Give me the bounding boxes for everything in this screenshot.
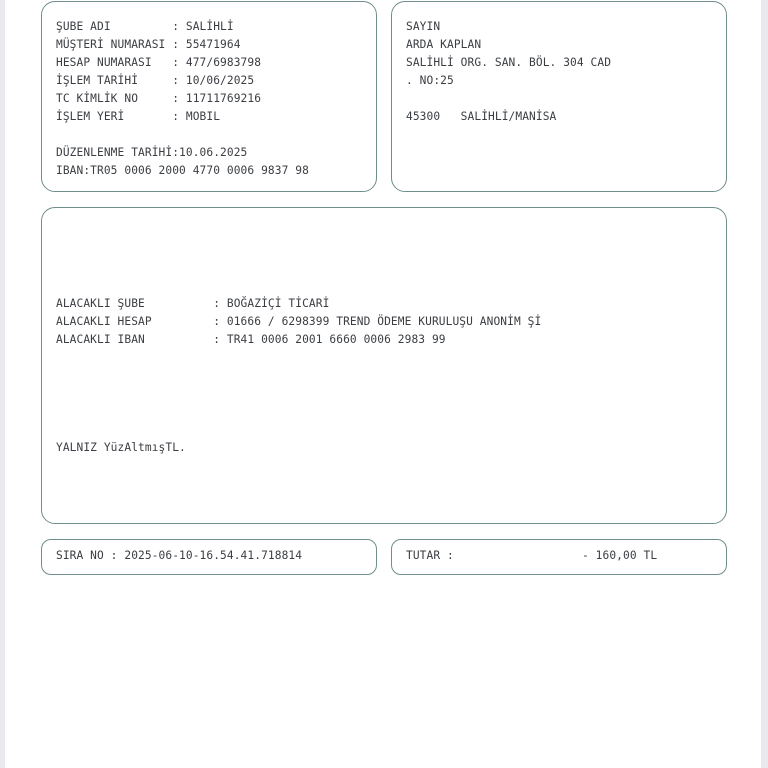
sira-no: SIRA NO : 2025-06-10-16.54.41.718814	[56, 549, 303, 562]
alacakli-hesap: ALACAKLI HESAP : 01666 / 6298399 TREND ÖDEME KURULUŞU ANONİM Şİ	[56, 315, 542, 328]
customer-info-box	[41, 1, 377, 192]
musteri-numarasi: MÜŞTERİ NUMARASI : 55471964	[56, 38, 241, 51]
address-sayin: SAYIN	[406, 20, 441, 33]
customer-iban: IBAN:TR05 0006 2000 4770 0006 9837 98	[56, 164, 309, 177]
sira-no-box	[41, 539, 377, 575]
alacakli-iban: ALACAKLI IBAN : TR41 0006 2001 6660 0006 2983 99	[56, 333, 446, 346]
sube-adi: ŞUBE ADI : SALİHLİ	[56, 20, 234, 33]
alacakli-sube: ALACAKLI ŞUBE : BOĞAZİÇİ TİCARİ	[56, 297, 330, 310]
tutar-value: - 160,00 TL	[582, 549, 658, 562]
receipt-page	[5, 0, 761, 768]
transfer-details-box	[41, 207, 727, 524]
islem-yeri: İŞLEM YERİ : MOBIL	[56, 110, 221, 123]
address-city: 45300 SALİHLİ/MANİSA	[406, 110, 557, 123]
address-box	[391, 1, 727, 192]
tutar-label: TUTAR :	[406, 549, 454, 562]
address-name: ARDA KAPLAN	[406, 38, 482, 51]
tutar-box	[391, 539, 727, 575]
tc-kimlik-no: TC KİMLİK NO : 11711769216	[56, 92, 262, 105]
address-line-1: SALİHLİ ORG. SAN. BÖL. 304 CAD	[406, 56, 612, 69]
address-line-2: . NO:25	[406, 74, 454, 87]
amount-in-words: YALNIZ YüzAltmışTL.	[56, 441, 186, 454]
hesap-numarasi: HESAP NUMARASI : 477/6983798	[56, 56, 262, 69]
islem-tarihi: İŞLEM TARİHİ : 10/06/2025	[56, 74, 255, 87]
duzenlenme-tarihi: DÜZENLENME TARİHİ:10.06.2025	[56, 146, 248, 159]
